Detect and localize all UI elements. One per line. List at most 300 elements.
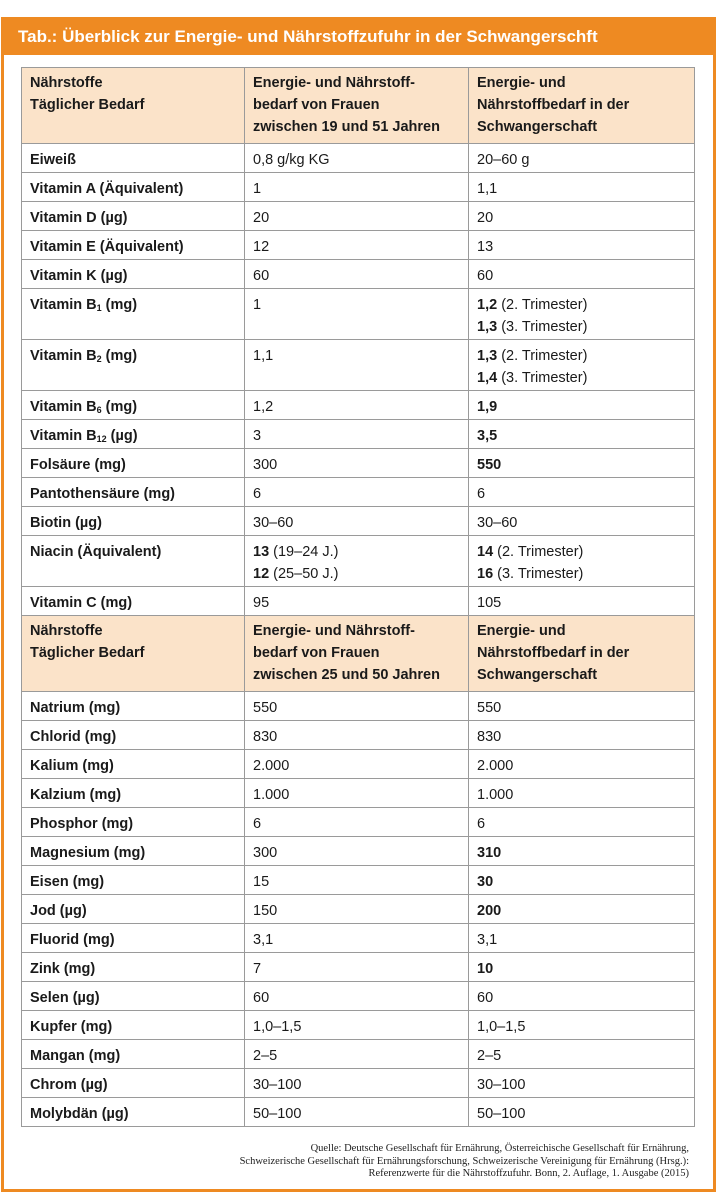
nutrient-table xyxy=(21,67,695,1127)
header-cell-nutrient: Nährstoffe Täglicher Bedarf xyxy=(22,68,245,144)
table-row xyxy=(22,144,695,173)
cell-line xyxy=(253,265,460,287)
cell-line xyxy=(253,871,460,893)
nutrient-label: Vitamin K (µg) xyxy=(30,268,128,284)
table-row xyxy=(22,289,695,340)
nutrient-unit: (mg) xyxy=(101,348,138,364)
value-women xyxy=(245,721,469,750)
cell-line xyxy=(253,697,460,719)
cell-line xyxy=(477,929,686,951)
value-text: (2. Trimester) xyxy=(493,544,584,560)
header-cell-women xyxy=(245,616,469,692)
cell-line xyxy=(477,265,686,287)
nutrient-name xyxy=(22,231,245,260)
nutrient-label: Vitamin E (Äquivalent) xyxy=(30,239,184,255)
value-bold: 12 xyxy=(253,566,270,582)
cell-line xyxy=(477,396,686,418)
nutrient-name xyxy=(22,449,245,478)
value-text: 1,0–1,5 xyxy=(253,1019,302,1035)
nutrient-name xyxy=(22,340,245,391)
value-text: 30–60 xyxy=(477,515,518,531)
value-pregnancy xyxy=(469,231,695,260)
table-row xyxy=(22,1098,695,1127)
value-text: 2–5 xyxy=(477,1048,502,1064)
nutrient-name xyxy=(22,779,245,808)
cell-line xyxy=(477,294,686,316)
value-pregnancy xyxy=(469,587,695,616)
value-text: 60 xyxy=(477,990,494,1006)
cell-line xyxy=(477,842,686,864)
cell-line xyxy=(477,178,686,200)
cell-line xyxy=(253,236,460,258)
cell-line xyxy=(253,900,460,922)
value-pregnancy xyxy=(469,1069,695,1098)
cell-line xyxy=(253,813,460,835)
value-women xyxy=(245,866,469,895)
value-women xyxy=(245,231,469,260)
cell-line xyxy=(253,1103,460,1125)
value-text: 60 xyxy=(253,268,270,284)
nutrient-name xyxy=(22,953,245,982)
value-bold: 10 xyxy=(477,961,494,977)
value-pregnancy xyxy=(469,895,695,924)
table-row xyxy=(22,750,695,779)
header-line: zwischen 25 und 50 Jahren xyxy=(253,667,440,683)
value-women xyxy=(245,420,469,449)
cell-line xyxy=(477,512,686,534)
value-text: (25–50 J.) xyxy=(269,566,339,582)
cell-line xyxy=(253,755,460,777)
nutrient-subscript: 12 xyxy=(96,434,107,444)
value-women xyxy=(245,1069,469,1098)
table-row xyxy=(22,507,695,536)
header-line: Nährstoffe xyxy=(30,623,103,639)
nutrient-label: Vitamin C (mg) xyxy=(30,595,133,611)
nutrient-name xyxy=(22,1098,245,1127)
header-line: Energie- und xyxy=(477,623,566,639)
nutrient-name xyxy=(22,1069,245,1098)
nutrient-label: Kalium (mg) xyxy=(30,758,114,774)
value-text: 2.000 xyxy=(477,758,514,774)
nutrient-label: Vitamin B xyxy=(30,348,97,364)
value-text: 105 xyxy=(477,595,502,611)
value-text: (2. Trimester) xyxy=(497,297,588,313)
nutrient-label: Chrom (µg) xyxy=(30,1077,108,1093)
value-women xyxy=(245,953,469,982)
value-text: 1.000 xyxy=(253,787,290,803)
nutrient-label: Vitamin A (Äquivalent) xyxy=(30,181,184,197)
cell-line xyxy=(253,1016,460,1038)
cell-line xyxy=(253,987,460,1009)
value-women xyxy=(245,924,469,953)
nutrient-name xyxy=(22,692,245,721)
value-women xyxy=(245,478,469,507)
value-pregnancy xyxy=(469,144,695,173)
cell-line xyxy=(253,178,460,200)
value-text: (19–24 J.) xyxy=(269,544,339,560)
value-women xyxy=(245,750,469,779)
value-pregnancy xyxy=(469,449,695,478)
table-row xyxy=(22,587,695,616)
nutrient-label: Vitamin B xyxy=(30,297,97,313)
cell-line xyxy=(477,149,686,171)
cell-line xyxy=(477,958,686,980)
cell-line xyxy=(253,1074,460,1096)
value-women xyxy=(245,895,469,924)
nutrient-label: Phosphor (mg) xyxy=(30,816,134,832)
table-row xyxy=(22,924,695,953)
value-text: 7 xyxy=(253,961,262,977)
table-header-row xyxy=(22,68,695,144)
table-row xyxy=(22,866,695,895)
value-women xyxy=(245,260,469,289)
nutrient-label: Vitamin D (µg) xyxy=(30,210,128,226)
nutrient-label: Chlorid (mg) xyxy=(30,729,117,745)
value-pregnancy xyxy=(469,173,695,202)
value-text: (3. Trimester) xyxy=(493,566,584,582)
nutrient-name xyxy=(22,420,245,449)
nutrient-name xyxy=(22,144,245,173)
value-bold: 30 xyxy=(477,874,494,890)
value-women xyxy=(245,391,469,420)
value-pregnancy xyxy=(469,1098,695,1127)
nutrient-label: Magnesium (mg) xyxy=(30,845,146,861)
cell-line xyxy=(253,512,460,534)
value-pregnancy xyxy=(469,982,695,1011)
value-women xyxy=(245,692,469,721)
nutrient-name xyxy=(22,1040,245,1069)
nutrient-subscript: 6 xyxy=(96,405,102,415)
cell-line xyxy=(253,396,460,418)
cell-line xyxy=(477,784,686,806)
cell-line xyxy=(477,1016,686,1038)
cell-line xyxy=(477,563,686,585)
cell-line xyxy=(477,726,686,748)
table-row xyxy=(22,173,695,202)
cell-line xyxy=(477,316,686,338)
cell-line xyxy=(253,592,460,614)
value-text: 1,1 xyxy=(253,348,274,364)
value-pregnancy xyxy=(469,866,695,895)
value-text: 6 xyxy=(477,816,486,832)
value-bold: 3,5 xyxy=(477,428,498,444)
value-pregnancy xyxy=(469,260,695,289)
value-text: 12 xyxy=(253,239,270,255)
value-text: 60 xyxy=(477,268,494,284)
table-row xyxy=(22,202,695,231)
value-pregnancy xyxy=(469,953,695,982)
value-pregnancy xyxy=(469,750,695,779)
value-text: 1,1 xyxy=(477,181,498,197)
value-pregnancy xyxy=(469,420,695,449)
table-row xyxy=(22,340,695,391)
cell-line xyxy=(253,958,460,980)
value-text: 1 xyxy=(253,181,262,197)
nutrient-name xyxy=(22,924,245,953)
source-note: Quelle: Deutsche Gesellschaft für Ernährung, Österreichische Gesellschaft für Ernährung, Schweizerische Gesellschaft für Ernährungsforschung, Schweizerische Vereinigung für Ernährung (Hrsg.): Referenzwerte für die Nährstoffzufuhr. Bonn, 2. Auflage, 1. Ausgabe (2015) xyxy=(239,1143,689,1180)
value-text: 60 xyxy=(253,990,270,1006)
cell-line xyxy=(253,149,460,171)
cell-line xyxy=(477,755,686,777)
value-text: 6 xyxy=(477,486,486,502)
nutrient-name xyxy=(22,202,245,231)
nutrient-label: Jod (µg) xyxy=(30,903,87,919)
nutrient-name xyxy=(22,173,245,202)
table-title: Tab.: Überblick zur Energie- und Nährstoffzufuhr in der Schwangerschft xyxy=(4,20,713,55)
header-cell-pregnancy xyxy=(469,616,695,692)
value-text: 830 xyxy=(253,729,278,745)
value-text: 6 xyxy=(253,816,262,832)
nutrient-name xyxy=(22,895,245,924)
value-women xyxy=(245,507,469,536)
header-line: Täglicher Bedarf xyxy=(30,645,145,661)
table-row xyxy=(22,779,695,808)
nutrient-name xyxy=(22,750,245,779)
value-text: 2–5 xyxy=(253,1048,278,1064)
value-pregnancy xyxy=(469,1011,695,1040)
value-text: 550 xyxy=(253,700,278,716)
value-women xyxy=(245,1098,469,1127)
value-text: (3. Trimester) xyxy=(497,319,588,335)
value-text: 20–60 g xyxy=(477,152,530,168)
value-women xyxy=(245,340,469,391)
nutrient-name xyxy=(22,837,245,866)
value-pregnancy xyxy=(469,1040,695,1069)
table-row xyxy=(22,231,695,260)
value-pregnancy xyxy=(469,837,695,866)
cell-line xyxy=(253,345,460,367)
header-line: bedarf von Frauen xyxy=(253,645,380,661)
nutrient-name xyxy=(22,260,245,289)
value-pregnancy xyxy=(469,808,695,837)
value-bold: 1,9 xyxy=(477,399,498,415)
cell-line xyxy=(253,207,460,229)
value-bold: 1,2 xyxy=(477,297,498,313)
header-line: Schwangerschaft xyxy=(477,667,598,683)
value-pregnancy xyxy=(469,924,695,953)
value-bold: 16 xyxy=(477,566,494,582)
value-text: 30–100 xyxy=(253,1077,302,1093)
value-text: 50–100 xyxy=(253,1106,302,1122)
cell-line xyxy=(477,454,686,476)
table-row xyxy=(22,895,695,924)
value-bold: 14 xyxy=(477,544,494,560)
nutrient-name xyxy=(22,1011,245,1040)
nutrient-label: Folsäure (mg) xyxy=(30,457,126,473)
cell-line xyxy=(477,236,686,258)
cell-line xyxy=(477,592,686,614)
nutrient-label: Mangan (mg) xyxy=(30,1048,121,1064)
value-women xyxy=(245,1011,469,1040)
nutrient-label: Eiweiß xyxy=(30,152,76,168)
nutrient-name xyxy=(22,808,245,837)
nutrient-label: Selen (µg) xyxy=(30,990,100,1006)
nutrient-name xyxy=(22,866,245,895)
table-row xyxy=(22,1011,695,1040)
nutrient-name xyxy=(22,721,245,750)
cell-line xyxy=(253,454,460,476)
value-bold: 1,4 xyxy=(477,370,498,386)
value-text: 20 xyxy=(253,210,270,226)
nutrient-label: Natrium (mg) xyxy=(30,700,121,716)
value-text: 3,1 xyxy=(253,932,274,948)
nutrient-label: Fluorid (mg) xyxy=(30,932,115,948)
cell-line xyxy=(253,726,460,748)
cell-line xyxy=(477,1074,686,1096)
table-row xyxy=(22,536,695,587)
nutrient-label: Biotin (µg) xyxy=(30,515,102,531)
header-line: Energie- und Nährstoff- xyxy=(253,623,415,639)
value-women xyxy=(245,173,469,202)
cell-line xyxy=(477,345,686,367)
value-text: 95 xyxy=(253,595,270,611)
value-text: 20 xyxy=(477,210,494,226)
cell-line xyxy=(477,425,686,447)
value-bold: 550 xyxy=(477,457,502,473)
table-row xyxy=(22,692,695,721)
value-pregnancy xyxy=(469,478,695,507)
value-text: 6 xyxy=(253,486,262,502)
nutrient-name xyxy=(22,587,245,616)
nutrient-name xyxy=(22,507,245,536)
cell-line xyxy=(477,900,686,922)
value-pregnancy xyxy=(469,507,695,536)
value-pregnancy xyxy=(469,340,695,391)
cell-line xyxy=(253,784,460,806)
table-row xyxy=(22,449,695,478)
value-pregnancy xyxy=(469,779,695,808)
value-pregnancy xyxy=(469,289,695,340)
table-row xyxy=(22,420,695,449)
value-bold: 200 xyxy=(477,903,502,919)
value-women xyxy=(245,808,469,837)
nutrient-name xyxy=(22,478,245,507)
value-text: 830 xyxy=(477,729,502,745)
value-text: 1 xyxy=(253,297,262,313)
table-row xyxy=(22,953,695,982)
cell-line xyxy=(477,871,686,893)
nutrient-subscript: 2 xyxy=(96,354,102,364)
nutrient-label: Vitamin B xyxy=(30,428,97,444)
value-women xyxy=(245,837,469,866)
value-bold: 1,3 xyxy=(477,348,498,364)
nutrient-label: Zink (mg) xyxy=(30,961,96,977)
value-pregnancy xyxy=(469,692,695,721)
table-row xyxy=(22,478,695,507)
nutrient-label: Kupfer (mg) xyxy=(30,1019,113,1035)
value-women xyxy=(245,982,469,1011)
value-women xyxy=(245,289,469,340)
table-row xyxy=(22,260,695,289)
header-cell-pregnancy: Energie- und Nährstoffbedarf in der Schwangerschaft xyxy=(469,68,695,144)
nutrient-unit: (µg) xyxy=(106,428,138,444)
value-bold: 1,3 xyxy=(477,319,498,335)
value-text: 30–60 xyxy=(253,515,294,531)
value-text: 0,8 g/kg KG xyxy=(253,152,330,168)
table-header-row xyxy=(22,616,695,692)
table-row xyxy=(22,721,695,750)
value-pregnancy xyxy=(469,391,695,420)
value-text: 15 xyxy=(253,874,270,890)
value-women xyxy=(245,587,469,616)
value-text: 1,2 xyxy=(253,399,274,415)
cell-line xyxy=(477,367,686,389)
cell-line xyxy=(477,987,686,1009)
nutrient-label: Kalzium (mg) xyxy=(30,787,122,803)
cell-line xyxy=(253,929,460,951)
nutrient-label: Pantothensäure (mg) xyxy=(30,486,176,502)
value-text: 50–100 xyxy=(477,1106,526,1122)
table-row xyxy=(22,1069,695,1098)
nutrient-label: Eisen (mg) xyxy=(30,874,105,890)
value-text: 3,1 xyxy=(477,932,498,948)
value-pregnancy xyxy=(469,536,695,587)
table-row xyxy=(22,1040,695,1069)
header-cell-nutrient xyxy=(22,616,245,692)
table-frame xyxy=(1,17,716,1192)
value-text: 150 xyxy=(253,903,278,919)
value-women xyxy=(245,536,469,587)
cell-line xyxy=(477,1103,686,1125)
cell-line xyxy=(477,697,686,719)
value-bold: 310 xyxy=(477,845,502,861)
value-text: 300 xyxy=(253,457,278,473)
cell-line xyxy=(477,1045,686,1067)
cell-line xyxy=(253,541,460,563)
cell-line xyxy=(253,842,460,864)
nutrient-label: Molybdän (µg) xyxy=(30,1106,129,1122)
nutrient-label: Vitamin B xyxy=(30,399,97,415)
value-text: (2. Trimester) xyxy=(497,348,588,364)
value-pregnancy xyxy=(469,721,695,750)
table-row xyxy=(22,982,695,1011)
cell-line xyxy=(253,294,460,316)
value-text: 1,0–1,5 xyxy=(477,1019,526,1035)
cell-line xyxy=(253,425,460,447)
cell-line xyxy=(477,207,686,229)
nutrient-label: Niacin (Äquivalent) xyxy=(30,544,162,560)
value-text: (3. Trimester) xyxy=(497,370,588,386)
value-bold: 13 xyxy=(253,544,270,560)
value-text: 1.000 xyxy=(477,787,514,803)
table-row xyxy=(22,391,695,420)
nutrient-table-body xyxy=(22,68,695,1127)
value-women xyxy=(245,144,469,173)
cell-line xyxy=(253,483,460,505)
nutrient-subscript: 1 xyxy=(96,303,102,313)
header-line: Nährstoffbedarf in der xyxy=(477,645,630,661)
header-cell-women: Energie- und Nährstoff- bedarf von Frauen zwischen 19 und 51 Jahren xyxy=(245,68,469,144)
nutrient-unit: (mg) xyxy=(101,399,138,415)
value-women xyxy=(245,202,469,231)
nutrient-name xyxy=(22,536,245,587)
nutrient-name xyxy=(22,289,245,340)
value-text: 2.000 xyxy=(253,758,290,774)
nutrient-name xyxy=(22,391,245,420)
cell-line xyxy=(477,541,686,563)
cell-line xyxy=(477,483,686,505)
table-row xyxy=(22,808,695,837)
value-text: 3 xyxy=(253,428,262,444)
value-women xyxy=(245,1040,469,1069)
nutrient-unit: (mg) xyxy=(101,297,138,313)
cell-line xyxy=(253,563,460,585)
cell-line xyxy=(477,813,686,835)
value-women xyxy=(245,449,469,478)
cell-line xyxy=(253,1045,460,1067)
value-text: 300 xyxy=(253,845,278,861)
nutrient-name xyxy=(22,982,245,1011)
